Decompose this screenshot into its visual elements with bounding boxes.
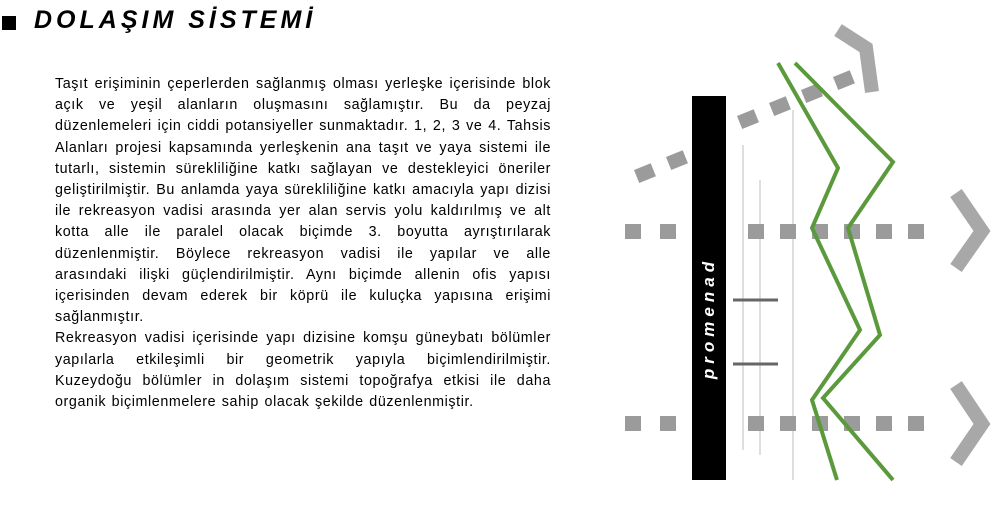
- promenad-label: [692, 96, 726, 480]
- body-text: [55, 74, 551, 413]
- chevron-right-icon: [956, 193, 982, 268]
- paragraph-1: Taşıt erişiminin çeperlerden sağlanmış olması yerleşke içerisinde blok açık ve yeşil alanların oluşmasını sağlamıştır. Bu da peyzaj düzenlemeleri için ciddi potansiyeller sunmaktadır. 1, 2, 3 ve 4. Tahsis Alanları projesi kapsamında yerleşkenin ana taşıt ve yaya sistemi ile tutarlı, sistemin sürekliliğine katkı sağlayan ve destekleyici öneriler geliştirilmiştir. Bu anlamda yaya sürekliliğine katkı amacıyla yapı dizisi ile rekreasyon vadisi arasında yer alan servis yolu kaldırılmış ve alt kotta alle ile paralel olacak biçimde 3. boyutta ayrıştırılarak düzenlenmiştir. Böylece rekreasyon vadisi ile yapılar ve alle arasındaki ilişki güçlendirilmiştir. Aynı biçimde allenin ofis yapısı içerisinden devam ederek bir köprü ile kuluçka yapısına erişimi sağlanmıştır.: [55, 76, 551, 326]
- dash-segment: [737, 109, 759, 129]
- dash-segment: [666, 150, 688, 170]
- dash-segment: [748, 416, 764, 431]
- circulation-diagram: [600, 0, 1000, 505]
- middle-dashed-path: [625, 224, 924, 239]
- dash-segment: [660, 224, 676, 239]
- dash-segment: [908, 416, 924, 431]
- page-header: [0, 2, 316, 38]
- promenad-label-text: promenad: [699, 256, 718, 380]
- bottom-dashed-path: [625, 416, 924, 431]
- bridge-ticks: [733, 300, 778, 364]
- dash-segment: [833, 70, 855, 90]
- dash-segment: [625, 416, 641, 431]
- dash-segment: [876, 416, 892, 431]
- page-title: DOLAŞIM SİSTEMİ: [34, 5, 317, 34]
- dash-segment: [769, 96, 791, 116]
- dash-segment: [748, 224, 764, 239]
- diagonal-dashed-path: [634, 70, 855, 183]
- paragraph-2: Rekreasyon vadisi içerisinde yapı dizisine komşu güneybatı bölümler yapılarla etkileşimli bir geometrik yapıyla biçimlendirilmiştir. Kuzeydoğu bölümler in dolaşım sistemi topoğrafya etkisi ile daha organik biçimlenmelere sahip olacak şekilde düzenlenmiştir.: [55, 330, 551, 411]
- dash-segment: [908, 224, 924, 239]
- dash-segment: [634, 163, 656, 183]
- square-bullet-icon: [2, 16, 16, 30]
- chevron-right-icon: [956, 385, 982, 462]
- dash-segment: [625, 224, 641, 239]
- dash-segment: [780, 224, 796, 239]
- dash-segment: [876, 224, 892, 239]
- dash-segment: [660, 416, 676, 431]
- dash-segment: [780, 416, 796, 431]
